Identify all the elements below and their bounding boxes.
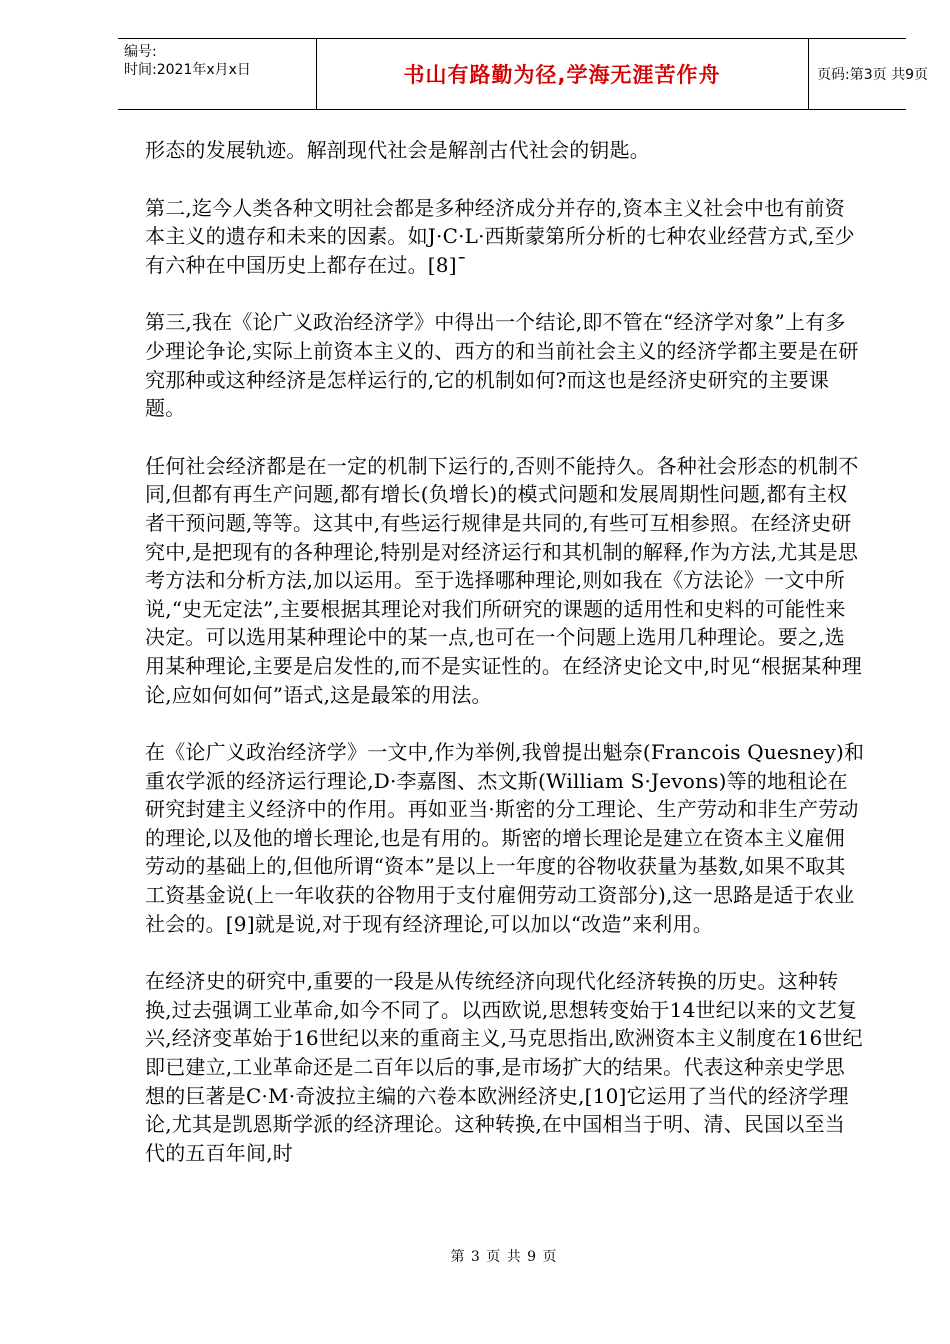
paragraph-1: 形态的发展轨迹。解剖现代社会是解剖古代社会的钥匙。 [145, 138, 650, 162]
paragraph-2: 第二,迄今人类各种文明社会都是多种经济成分并存的,资本主义社会中也有前资本主义的遗存和未来的因素。如J·C·L·西斯蒙第所分析的七种农业经营方式,至少有六种在中国历史上都存在过。[8]¯ [145, 195, 855, 277]
paragraph-6: 在经济史的研究中,重要的一段是从传统经济向现代化经济转换的历史。这种转换,过去强调工业革命,如今不同了。以西欧说,思想转变始于14世纪以来的文艺复兴,经济变革始于16世纪以来的重商主义,马克思指出,欧洲资本主义制度在16世纪即已建立,工业革命还是二百年以后的事,是市场扩大的结果。代表这种亲史学思想的巨著是C·M·奇波拉主编的六卷本欧洲经济史,[10]它运用了当代的经济学理论,尤其是凯恩斯学派的经济理论。这种转换,在中国相当于明、清、民国以至当代的五百年间,时 [145, 969, 863, 1165]
document-body [145, 136, 865, 1196]
document-number-label: 编号: [124, 44, 157, 60]
page-header [118, 38, 928, 110]
paragraph-5: 在《论广义政治经济学》一文中,作为举例,我曾提出魁奈(Francois Quesney)和重农学派的经济运行理论,D·李嘉图、杰文斯(William S·Jevons)等的地租论在研究封建主义经济中的作用。再如亚当·斯密的分工理论、生产劳动和非生产劳动的理论,以及他的增长理论,也是有用的。斯密的增长理论是建立在资本主义雇佣劳动的基础上的,但他所谓“资本”是以上一年度的谷物收获量为基数,如果不取其工资基金说(上一年收获的谷物用于支付雇佣劳动工资部分),这一思路是适于农业社会的。[9]就是说,对于现有经济理论,可以加以“改造”来利用。 [145, 740, 865, 936]
paragraph-3: 第三,我在《论广义政治经济学》中得出一个结论,即不管在“经济学对象”上有多少理论争论,实际上前资本主义的、西方的和当前社会主义的经济学都主要是在研究那种或这种经济是怎样运行的,它的机制如何?而这也是经济史研究的主要课题。 [145, 310, 859, 421]
document-time-label: 时间:2021年x月x日 [124, 62, 251, 78]
page-footer [0, 1246, 950, 1266]
header-motto: 书山有路勤为径,学海无涯苦作舟 [403, 63, 721, 87]
header-page-code: 页码:第3页 共9页 [817, 67, 928, 83]
header-meta-cell [118, 39, 317, 109]
header-motto-cell [316, 39, 809, 109]
header-page-cell [809, 39, 928, 109]
paragraph-4: 任何社会经济都是在一定的机制下运行的,否则不能持久。各种社会形态的机制不同,但都有再生产问题,都有增长(负增长)的模式问题和发展周期性问题,都有主权者干预问题,等等。这其中,有些运行规律是共同的,有些可互相参照。在经济史研究中,是把现有的各种理论,特别是对经济运行和其机制的解释,作为方法,尤其是思考方法和分析方法,加以运用。至于选择哪种理论,则如我在《方法论》一文中所说,“史无定法”,主要根据其理论对我们所研究的课题的适用性和史料的可能性来决定。可以选用某种理论中的某一点,也可在一个问题上选用几种理论。要之,选用某种理论,主要是启发性的,而不是实证性的。在经济史论文中,时见“根据某种理论,应如何如何”语式,这是最笨的用法。 [145, 453, 862, 707]
footer-page-number: 第 3 页 共 9 页 [450, 1249, 558, 1265]
